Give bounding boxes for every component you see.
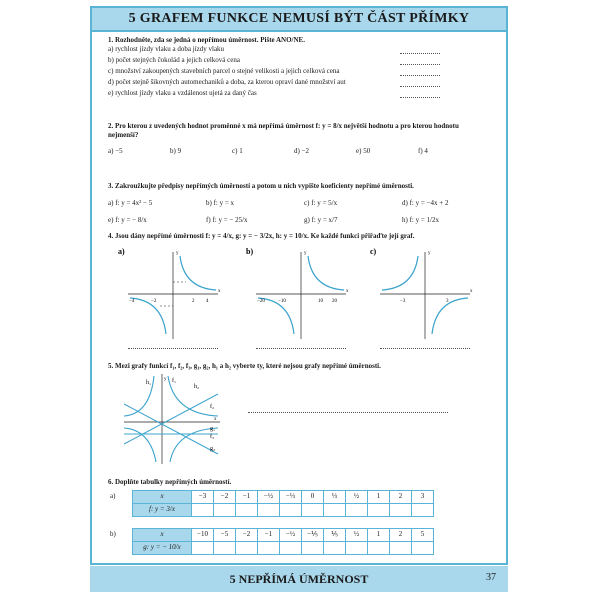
answer-blank[interactable]: [400, 89, 440, 98]
q2-option: b) 9: [170, 146, 182, 155]
question-1-title: 1. Rozhodněte, zda se jedná o nepřímou úměrnost. Pište ANO/NE.: [108, 36, 305, 44]
graph-a-label: a): [118, 247, 125, 256]
table-cell[interactable]: [258, 542, 280, 555]
svg-text:3: 3: [446, 299, 449, 304]
page-number: 37: [486, 572, 496, 583]
svg-text:y: y: [176, 251, 179, 256]
table-cell[interactable]: [302, 504, 324, 517]
table-b-label: b): [110, 530, 116, 538]
q2-option: e) 50: [356, 146, 371, 155]
svg-text:y: y: [428, 251, 431, 256]
q1-item-b: b) počet stejných čokolád a jejich celková cena: [108, 56, 240, 65]
svg-text:−10: −10: [278, 299, 286, 304]
svg-text:x: x: [346, 289, 349, 294]
q3-item[interactable]: h) f: y = 1/2x: [402, 215, 439, 224]
question-5: [108, 362, 500, 452]
q3-item[interactable]: c) f: y = 5/x: [304, 199, 338, 208]
q3-item[interactable]: g) f: y = x/7: [304, 215, 338, 224]
table-b: x −10 −5 −2 −1 −½ −⅕ ⅕ ½ 1 2 5 g: y = − 10/x: [132, 528, 434, 555]
graph-c: [370, 244, 480, 344]
table-cell[interactable]: [302, 542, 324, 555]
table-cell[interactable]: [214, 504, 236, 517]
question-4: [108, 232, 500, 304]
answer-blank[interactable]: [400, 56, 440, 65]
table-cell[interactable]: [192, 542, 214, 555]
svg-text:x: x: [470, 289, 473, 294]
graph-b: [246, 244, 356, 344]
graph-c-label: c): [370, 247, 377, 256]
label-f1: f₁: [172, 378, 177, 384]
table-a-head-f: f: y = 3/x: [133, 504, 192, 517]
table-cell[interactable]: [324, 504, 346, 517]
svg-text:20: 20: [332, 299, 337, 304]
question-2-title: 2. Pro kterou z uvedených hodnot proměnné x má nepřímá úměrnost f: y = 8/x největší hodnotu a pro kterou hodnotu nejmenší?: [108, 122, 459, 140]
table-cell[interactable]: [236, 504, 258, 517]
q3-item[interactable]: b) f: y = x: [206, 199, 235, 208]
question-1: [108, 36, 500, 100]
table-cell[interactable]: [412, 542, 434, 555]
svg-text:2: 2: [192, 299, 195, 304]
q3-item[interactable]: d) f: y = −4x + 2: [402, 199, 449, 208]
q3-item[interactable]: e) f: y = − 8/x: [108, 215, 147, 224]
question-2: [108, 122, 500, 156]
svg-text:−3: −3: [400, 299, 406, 304]
chapter-header: [90, 6, 508, 32]
label-g2: g₂: [210, 446, 216, 452]
label-g1: g₁: [210, 426, 216, 432]
svg-text:4: 4: [206, 299, 209, 304]
question-6: [108, 478, 500, 552]
table-a-label: a): [110, 492, 116, 500]
question-4-title: 4. Jsou dány nepřímé úměrnosti f: y = 4/x, g: y = − 3/2x, h: y = 10/x. Ke každé funkci přiřaďte její graf.: [108, 232, 415, 240]
answer-blank[interactable]: [400, 78, 440, 87]
question-3: [108, 182, 500, 225]
table-cell[interactable]: [346, 542, 368, 555]
svg-text:−4: −4: [129, 299, 135, 304]
label-h1: h₁: [146, 380, 152, 386]
graph-a-answer[interactable]: [128, 348, 218, 349]
question-5-title: 5. Mezi grafy funkcí f₁, f₂, f₃, g₁, g₂, h₁ a h₂ vyberte ty, které nejsou grafy nepřímé úměrnosti.: [108, 362, 381, 370]
table-cell[interactable]: [368, 504, 390, 517]
footer-title: 5 NEPŘÍMÁ ÚMĚRNOST: [229, 571, 369, 586]
table-cell[interactable]: [324, 542, 346, 555]
table-cell[interactable]: [214, 542, 236, 555]
axis-x-label: x: [214, 417, 217, 422]
q1-item-e: e) rychlost jízdy vlaku a vzdálenost ujetá za daný čas: [108, 89, 257, 98]
q2-option: d) −2: [294, 146, 310, 155]
table-cell[interactable]: [236, 542, 258, 555]
q5-answer[interactable]: [248, 412, 448, 413]
answer-blank[interactable]: [400, 67, 440, 76]
chapter-title: 5 GRAFEM FUNKCE NEMUSÍ BÝT ČÁST PŘÍMKY: [128, 11, 470, 26]
graph-q5: [124, 374, 220, 464]
table-b-head-x: x: [133, 529, 192, 542]
table-cell[interactable]: [412, 504, 434, 517]
graph-a: [118, 244, 228, 344]
q1-item-d: d) počet stejně šikovných automechaniků a doba, za kterou opraví dané množství aut: [108, 78, 346, 87]
svg-text:−20: −20: [257, 299, 265, 304]
graph-b-answer[interactable]: [256, 348, 346, 349]
q2-option: f) 4: [418, 146, 428, 155]
label-f2: f₂: [210, 404, 215, 410]
table-cell[interactable]: [192, 504, 214, 517]
table-cell[interactable]: [346, 504, 368, 517]
q1-item-a: a) rychlost jízdy vlaku a doba jízdy vlaku: [108, 45, 225, 54]
table-cell[interactable]: [368, 542, 390, 555]
chapter-footer: [90, 566, 508, 592]
axis-y-label: y: [164, 377, 167, 382]
svg-text:−2: −2: [151, 299, 157, 304]
svg-text:x: x: [218, 289, 221, 294]
table-cell[interactable]: [280, 504, 302, 517]
q2-option: a) −5: [108, 146, 123, 155]
question-3-title: 3. Zakroužkujte předpisy nepřímých úměrností a potom u nich vypište koeficienty nepřímé úměrnosti.: [108, 182, 414, 190]
graph-c-answer[interactable]: [380, 348, 470, 349]
label-h2: h₂: [194, 384, 200, 390]
q3-item[interactable]: a) f: y = 4x² − 5: [108, 199, 153, 208]
svg-text:y: y: [304, 251, 307, 256]
table-cell[interactable]: [390, 504, 412, 517]
svg-text:10: 10: [318, 299, 323, 304]
table-cell[interactable]: [258, 504, 280, 517]
graph-b-label: b): [246, 247, 254, 256]
table-a-head-x: x: [133, 491, 192, 504]
table-a: x −3 −2 −1 −½ −⅓ 0 ⅓ ½ 1 2 3 f: y = 3/x: [132, 490, 434, 517]
table-cell[interactable]: [280, 542, 302, 555]
table-b-head-f: g: y = − 10/x: [133, 542, 192, 555]
q2-option: c) 1: [232, 146, 243, 155]
answer-blank[interactable]: [400, 45, 440, 54]
q3-item[interactable]: f) f: y = − 25/x: [206, 215, 248, 224]
table-cell[interactable]: [390, 542, 412, 555]
question-6-title: 6. Doplňte tabulky nepřímých úměrností.: [108, 478, 232, 486]
label-f3: f₃: [210, 434, 215, 440]
q1-item-c: c) množství zakoupených stavebních parcel o stejné velikosti a jejich celková cena: [108, 67, 340, 76]
